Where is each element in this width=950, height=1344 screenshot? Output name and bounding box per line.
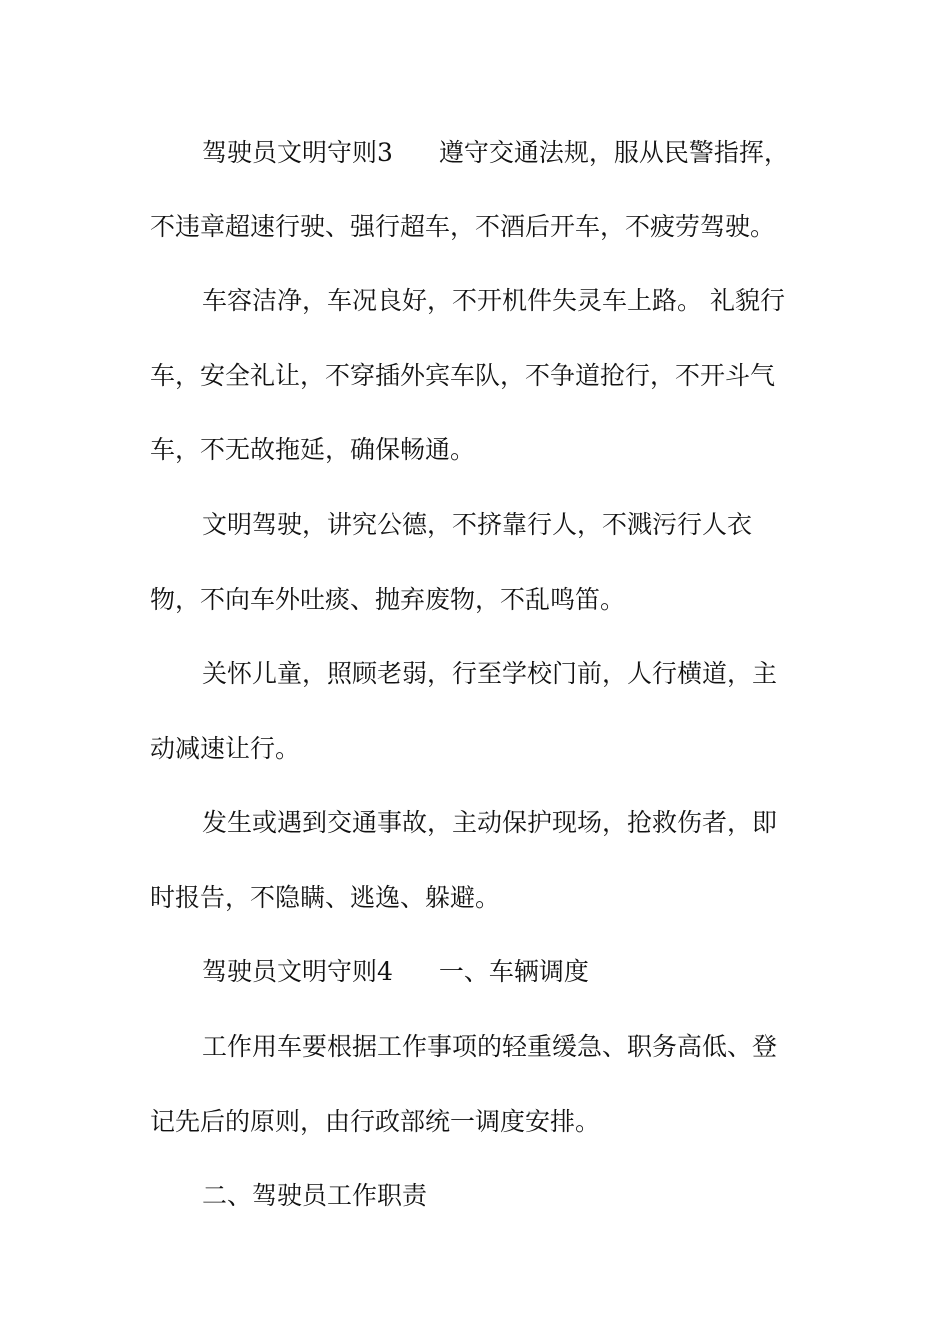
text-line: 车容洁净，车况良好，不开机件失灵车上路。 礼貌行 — [202, 286, 785, 315]
subheading-driver-duties: 二、驾驶员工作职责 — [202, 1181, 428, 1210]
text-line: 车，不无故拖延，确保畅通。 — [150, 435, 476, 464]
text-line — [202, 137, 862, 169]
text-line: 物，不向车外吐痰、抛弃废物，不乱鸣笛。 — [150, 585, 626, 614]
text-line: 记先后的原则，由行政部统一调度安排。 — [150, 1107, 601, 1136]
subheading-vehicle-dispatch: 一、车辆调度 — [438, 957, 589, 986]
text-line: 不违章超速行驶、强行超车，不酒后开车，不疲劳驾驶。 — [150, 212, 776, 241]
section-heading-3: 驾驶员文明守则3 — [202, 138, 393, 167]
text-line: 发生或遇到交通事故，主动保护现场，抢救伤者，即 — [202, 808, 778, 837]
text-line: 时报告，不隐瞒、逃逸、躲避。 — [150, 883, 501, 912]
text-line: 车，安全礼让，不穿插外宾车队，不争道抢行，不开斗气 — [150, 361, 776, 390]
text-segment: 遵守交通法规，服从民警指挥， — [438, 138, 789, 167]
text-line: 动减速让行。 — [150, 734, 301, 763]
text-line: 工作用车要根据工作事项的轻重缓急、职务高低、登 — [202, 1032, 778, 1061]
text-line — [202, 956, 862, 988]
section-heading-4: 驾驶员文明守则4 — [202, 957, 393, 986]
text-line: 文明驾驶，讲究公德，不挤靠行人，不溅污行人衣 — [202, 510, 753, 539]
text-line: 关怀儿童，照顾老弱，行至学校门前，人行横道，主 — [202, 659, 778, 688]
